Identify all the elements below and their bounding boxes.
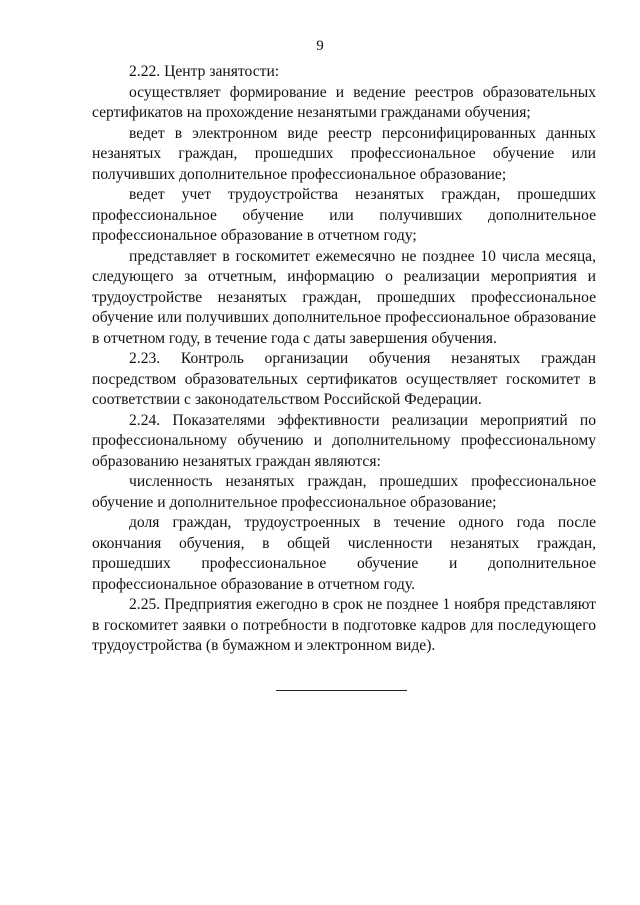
page-number: 9	[316, 38, 324, 54]
list-item-indicator-share: доля граждан, трудоустроенных в течение одного года после окончания обучения, в общей численности незанятых граждан, прошедших профессиональное обучение и дополнительное профессиональное образование в отчетном году.	[92, 514, 596, 593]
end-divider-line	[276, 690, 407, 691]
document-body	[92, 62, 596, 657]
list-item-indicator-count: численность незанятых граждан, прошедших профессиональное обучение и дополнительное профессиональное образование;	[92, 473, 596, 511]
list-item-monthly-report: представляет в госкомитет ежемесячно не позднее 10 числа месяца, следующего за отчетным, информацию о реализации мероприятия и трудоустройстве незанятых граждан, прошедших профессиональное обучение или получивших дополнительное профессиональное образование в отчетном году, в течение года с даты завершения обучения.	[92, 247, 596, 347]
list-item-registry: осуществляет формирование и ведение реестров образовательных сертификатов на прохождение незанятыми гражданами обучения;	[92, 83, 596, 121]
paragraph-2-23: 2.23. Контроль организации обучения незанятых граждан посредством образовательных сертификатов осуществляет госкомитет в соответствии с законодательством Российской Федерации.	[92, 350, 596, 408]
paragraph-2-24: 2.24. Показателями эффективности реализации мероприятий по профессиональному обучению и дополнительному профессиональному образованию незанятых граждан являются:	[92, 411, 596, 470]
paragraph-2-25: 2.25. Предприятия ежегодно в срок не позднее 1 ноября представляют в госкомитет заявки о потребности в подготовке кадров для последующего трудоустройства (в бумажном и электронном виде).	[92, 596, 596, 654]
section-heading-2-22: 2.22. Центр занятости:	[129, 63, 280, 80]
list-item-personal-data: ведет в электронном виде реестр персонифицированных данных незанятых граждан, прошедших профессиональное обучение или получивших дополнительное профессиональное образование;	[92, 124, 596, 183]
list-item-employment-record: ведет учет трудоустройства незанятых граждан, прошедших профессиональное обучение или получивших дополнительное профессиональное образование в отчетном году;	[92, 186, 596, 244]
